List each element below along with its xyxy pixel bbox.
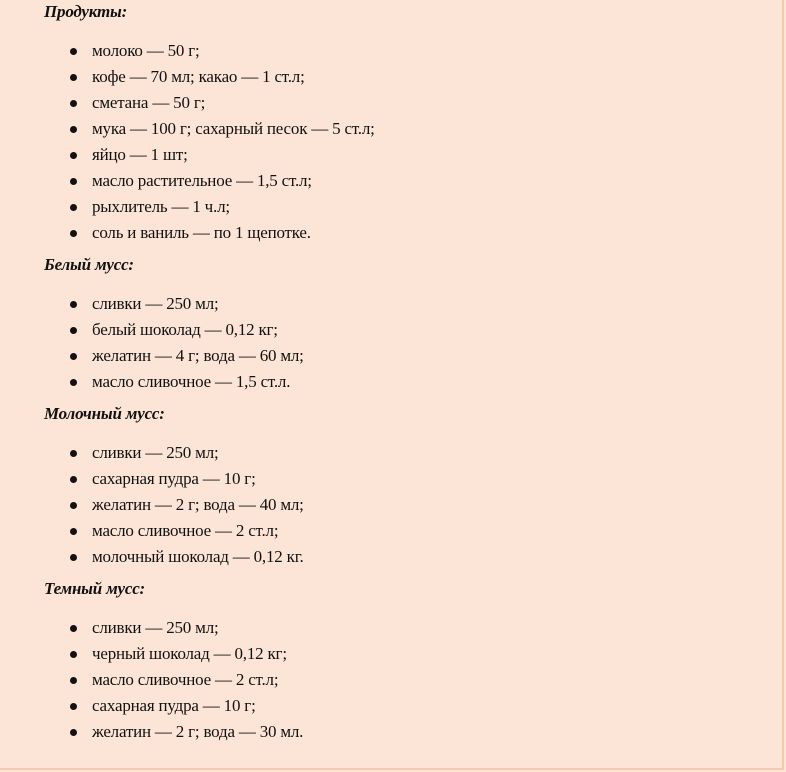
bullet-icon (70, 48, 77, 55)
bullet-icon (70, 703, 77, 710)
list-item-text: желатин — 2 г; вода — 40 мл; (92, 495, 304, 514)
list-item-text: молоко — 50 г; (92, 41, 200, 60)
list-item (44, 440, 764, 466)
section-milk-mousse (44, 403, 764, 570)
list-item-text: сметана — 50 г; (92, 93, 206, 112)
list-item (44, 719, 764, 745)
bullet-icon (70, 379, 77, 386)
ingredient-list (44, 38, 764, 246)
bullet-icon (70, 528, 77, 535)
list-item-text: белый шоколад — 0,12 кг; (92, 320, 278, 339)
list-item (44, 116, 764, 142)
list-item-text: кофе — 70 мл; какао — 1 ст.л; (92, 67, 305, 86)
list-item (44, 168, 764, 194)
list-item (44, 641, 764, 667)
section-white-mousse (44, 254, 764, 395)
bullet-icon (70, 178, 77, 185)
list-item (44, 667, 764, 693)
bullet-icon (70, 476, 77, 483)
list-item (44, 90, 764, 116)
ingredient-list (44, 440, 764, 570)
list-item-text: мука — 100 г; сахарный песок — 5 ст.л; (92, 119, 375, 138)
section-title: Темный мусс: (44, 579, 146, 598)
list-item (44, 343, 764, 369)
bullet-icon (70, 625, 77, 632)
bullet-icon (70, 327, 77, 334)
bullet-icon (70, 729, 77, 736)
bullet-icon (70, 301, 77, 308)
list-item (44, 317, 764, 343)
section-title: Белый мусс: (44, 255, 134, 274)
bullet-icon (70, 204, 77, 211)
bullet-icon (70, 554, 77, 561)
list-item-text: желатин — 2 г; вода — 30 мл. (92, 722, 304, 741)
section-title: Продукты: (44, 2, 128, 21)
section-products (44, 1, 764, 246)
bullet-icon (70, 353, 77, 360)
bullet-icon (70, 450, 77, 457)
list-item (44, 369, 764, 395)
list-item (44, 194, 764, 220)
bullet-icon (70, 74, 77, 81)
list-item (44, 518, 764, 544)
bullet-icon (70, 152, 77, 159)
list-item (44, 492, 764, 518)
list-item-text: масло растительное — 1,5 ст.л; (92, 171, 312, 190)
list-item (44, 466, 764, 492)
list-item (44, 142, 764, 168)
bullet-icon (70, 502, 77, 509)
list-item-text: масло сливочное — 2 ст.л; (92, 670, 279, 689)
list-item-text: рыхлитель — 1 ч.л; (92, 197, 230, 216)
section-dark-mousse (44, 578, 764, 745)
list-item-text: соль и ваниль — по 1 щепотке. (92, 223, 311, 242)
list-item-text: масло сливочное — 1,5 ст.л. (92, 372, 291, 391)
bullet-icon (70, 100, 77, 107)
bullet-icon (70, 230, 77, 237)
list-item (44, 544, 764, 570)
list-item-text: молочный шоколад — 0,12 кг. (92, 547, 304, 566)
ingredient-list (44, 615, 764, 745)
list-item (44, 220, 764, 246)
list-item-text: сахарная пудра — 10 г; (92, 469, 256, 488)
bullet-icon (70, 651, 77, 658)
list-item-text: желатин — 4 г; вода — 60 мл; (92, 346, 304, 365)
list-item (44, 38, 764, 64)
section-title: Молочный мусс: (44, 404, 165, 423)
list-item-text: сливки — 250 мл; (92, 443, 219, 462)
list-item (44, 64, 764, 90)
list-item-text: сахарная пудра — 10 г; (92, 696, 256, 715)
recipe-ingredients (44, 1, 764, 753)
ingredient-list (44, 291, 764, 395)
list-item-text: масло сливочное — 2 ст.л; (92, 521, 279, 540)
list-item (44, 291, 764, 317)
bullet-icon (70, 126, 77, 133)
list-item-text: черный шоколад — 0,12 кг; (92, 644, 287, 663)
bullet-icon (70, 677, 77, 684)
list-item-text: сливки — 250 мл; (92, 618, 219, 637)
list-item (44, 615, 764, 641)
list-item-text: яйцо — 1 шт; (92, 145, 188, 164)
list-item-text: сливки — 250 мл; (92, 294, 219, 313)
list-item (44, 693, 764, 719)
